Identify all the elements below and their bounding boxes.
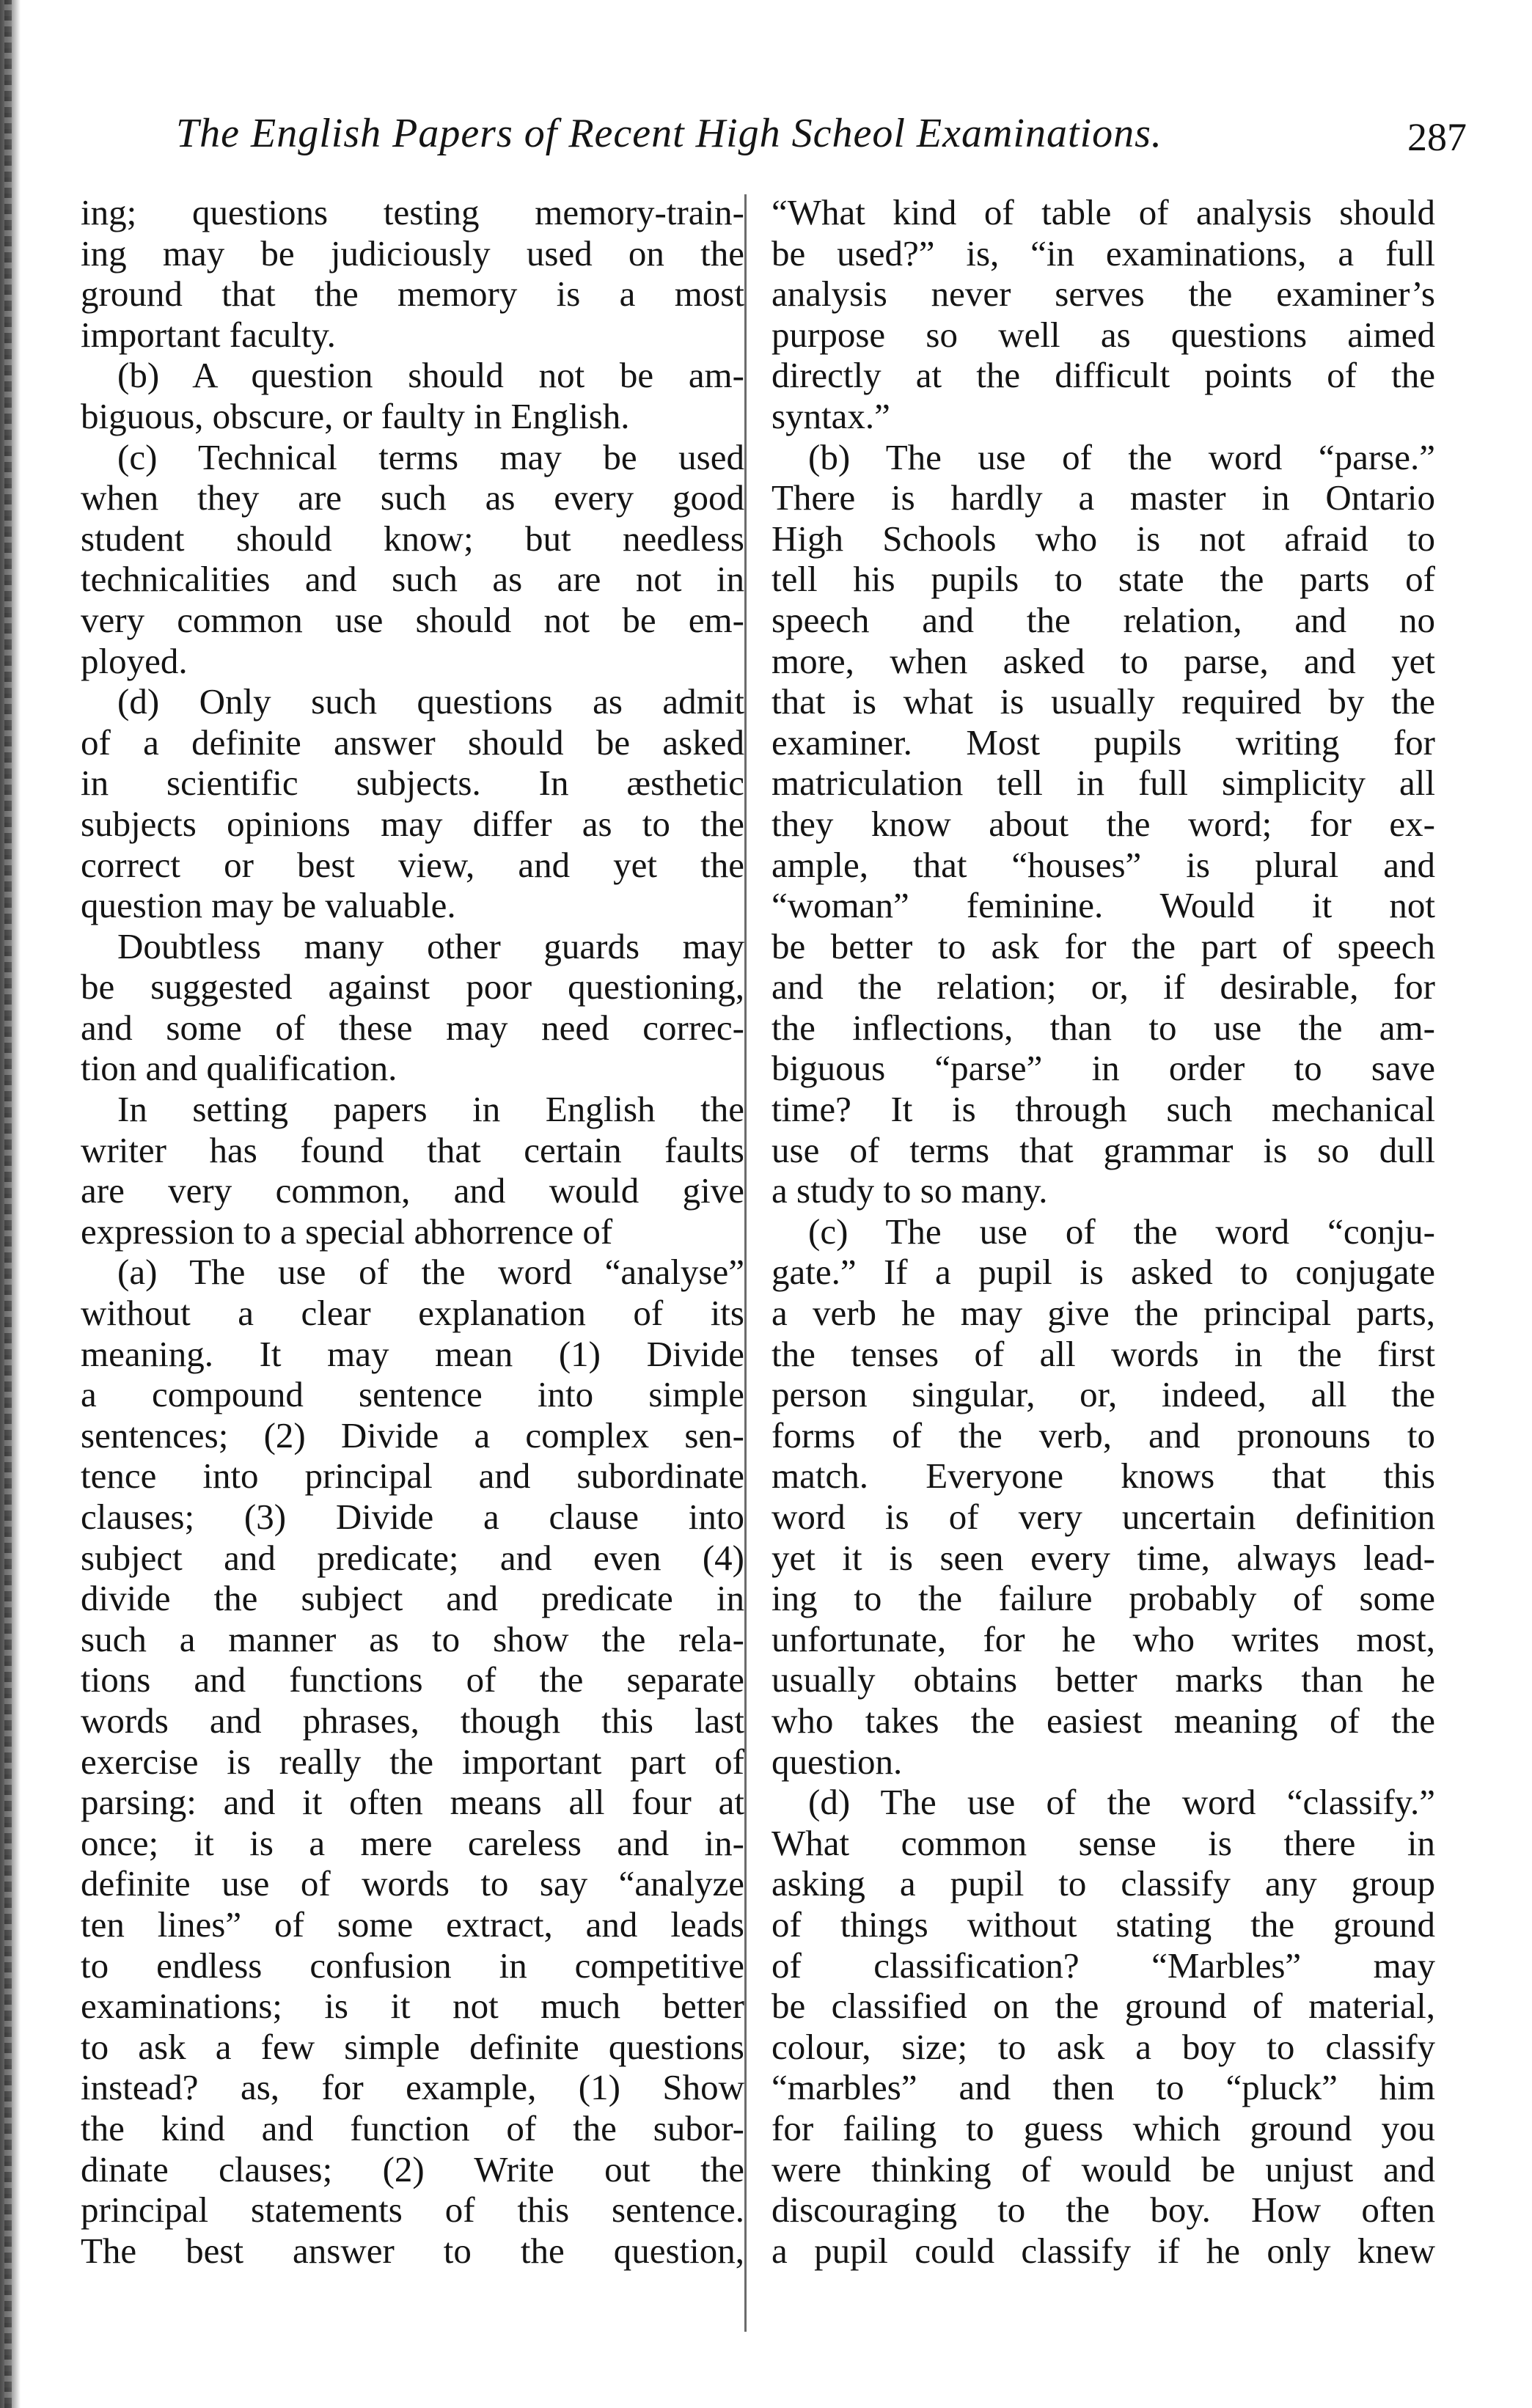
text-line: ing to the failure probably of some: [772, 1578, 1435, 1619]
text-line: parsing: and it often means all four at: [81, 1782, 744, 1823]
text-line: discouraging to the boy. How often: [772, 2189, 1435, 2231]
text-line: be classified on the ground of material,: [772, 1986, 1435, 2027]
text-line: ployed.: [81, 640, 188, 681]
text-line: time? It is through such mechanical: [772, 1089, 1435, 1130]
text-line: analysis never serves the examiner’s: [772, 274, 1435, 315]
text-line: expression to a special abhorrence of: [81, 1211, 613, 1252]
text-line: tence into principal and subordinate: [81, 1456, 744, 1497]
text-line: important faculty.: [81, 314, 336, 355]
text-line: of a definite answer should be asked: [81, 722, 744, 763]
text-line: ing; questions testing memory-train-: [81, 192, 744, 232]
text-line: of things without stating the ground: [772, 1904, 1435, 1945]
text-line: exercise is really the important part of: [81, 1741, 744, 1782]
text-line: ample, that “houses” is plural and: [772, 844, 1435, 885]
text-line: in scientific subjects. In æsthetic: [81, 763, 744, 804]
text-line: technicalities and such as are not in: [81, 559, 744, 600]
text-line: “marbles” and then to “pluck” him: [772, 2067, 1435, 2108]
text-line: ten lines” of some extract, and leads: [81, 1904, 744, 1945]
left-column: [81, 192, 744, 2271]
text-line: tion and qualification.: [81, 1048, 397, 1089]
text-line: meaning. It may mean (1) Divide: [81, 1333, 744, 1374]
text-line: biguous “parse” in order to save: [772, 1048, 1435, 1089]
text-line: that is what is usually required by the: [772, 681, 1435, 722]
text-line: a compound sentence into simple: [81, 1374, 744, 1415]
text-line: “What kind of table of analysis should: [772, 192, 1435, 232]
text-line: divide the subject and predicate in: [81, 1578, 744, 1619]
text-line: (b) The use of the word “parse.”: [808, 436, 1435, 477]
text-line: to endless confusion in competitive: [81, 1945, 744, 1986]
text-line: (b) A question should not be am-: [117, 355, 744, 396]
text-line: (a) The use of the word “analyse”: [117, 1252, 744, 1293]
text-line: definite use of words to say “analyze: [81, 1863, 744, 1904]
text-line: High Schools who is not afraid to: [772, 518, 1435, 559]
text-line: ground that the memory is a most: [81, 274, 744, 315]
text-line: a study to so many.: [772, 1170, 1048, 1211]
text-line: very common use should not be em-: [81, 599, 744, 640]
text-line: asking a pupil to classify any group: [772, 1863, 1435, 1904]
text-line: writer has found that certain faults: [81, 1129, 744, 1170]
text-line: The best answer to the question,: [81, 2230, 744, 2271]
text-line: There is hardly a master in Ontario: [772, 477, 1435, 518]
text-line: clauses; (3) Divide a clause into: [81, 1497, 744, 1537]
text-line: who takes the easiest meaning of the: [772, 1700, 1435, 1741]
text-line: person singular, or, indeed, all the: [772, 1374, 1435, 1415]
text-line: question may be valuable.: [81, 885, 456, 926]
text-line: once; it is a mere careless and in-: [81, 1822, 744, 1863]
text-line: and some of these may need correc-: [81, 1007, 744, 1048]
text-line: biguous, obscure, or faulty in English.: [81, 395, 630, 436]
text-line: tell his pupils to state the parts of: [772, 559, 1435, 600]
text-line: gate.” If a pupil is asked to conjugate: [772, 1252, 1435, 1293]
text-line: when they are such as every good: [81, 477, 744, 518]
text-line: matriculation tell in full simplicity all: [772, 763, 1435, 804]
text-line: they know about the word; for ex-: [772, 803, 1435, 844]
text-line: “woman” feminine. Would it not: [772, 885, 1435, 926]
page-header: [176, 110, 1467, 176]
text-line: be better to ask for the part of speech: [772, 925, 1435, 966]
right-column: [772, 192, 1435, 2271]
text-line: more, when asked to parse, and yet: [772, 640, 1435, 681]
scan-edge-texture: [4, 0, 12, 2408]
text-line: of classification? “Marbles” may: [772, 1945, 1435, 1986]
text-line: word is of very uncertain definition: [772, 1497, 1435, 1537]
text-line: words and phrases, though this last: [81, 1700, 744, 1741]
text-line: speech and the relation, and no: [772, 599, 1435, 640]
text-line: In setting papers in English the: [117, 1089, 744, 1130]
text-line: instead? as, for example, (1) Show: [81, 2067, 744, 2108]
text-line: Doubtless many other guards may: [117, 925, 744, 966]
text-line: the kind and function of the subor-: [81, 2107, 744, 2148]
text-line: sentences; (2) Divide a complex sen-: [81, 1414, 744, 1456]
text-line: for failing to guess which ground you: [772, 2107, 1435, 2148]
text-line: principal statements of this sentence.: [81, 2189, 744, 2231]
text-line: unfortunate, for he who writes most,: [772, 1618, 1435, 1659]
text-line: match. Everyone knows that this: [772, 1456, 1435, 1497]
text-line: are very common, and would give: [81, 1170, 744, 1211]
text-line: the tenses of all words in the first: [772, 1333, 1435, 1374]
text-line: directly at the difficult points of the: [772, 355, 1435, 396]
text-line: examinations; is it not much better: [81, 1986, 744, 2027]
text-line: question.: [772, 1741, 903, 1782]
text-line: use of terms that grammar is so dull: [772, 1129, 1435, 1170]
text-line: (d) The use of the word “classify.”: [808, 1782, 1435, 1823]
text-line: usually obtains better marks than he: [772, 1659, 1435, 1700]
text-line: a verb he may give the principal parts,: [772, 1293, 1435, 1334]
text-line: (c) Technical terms may be used: [117, 436, 744, 477]
text-line: correct or best view, and yet the: [81, 844, 744, 885]
text-line: were thinking of would be unjust and: [772, 2148, 1435, 2189]
running-title: The English Papers of Recent High Scheol Examinations.: [176, 111, 1162, 156]
text-line: be used?” is, “in examinations, a full: [772, 232, 1435, 274]
text-line: yet it is seen every time, always lead-: [772, 1537, 1435, 1578]
page-number: 287: [1407, 115, 1467, 159]
text-line: tions and functions of the separate: [81, 1659, 744, 1700]
text-line: syntax.”: [772, 395, 890, 436]
text-line: the inflections, than to use the am-: [772, 1007, 1435, 1048]
text-line: to ask a few simple definite questions: [81, 2026, 744, 2067]
text-line: examiner. Most pupils writing for: [772, 722, 1435, 763]
text-line: forms of the verb, and pronouns to: [772, 1414, 1435, 1456]
text-line: a pupil could classify if he only knew: [772, 2230, 1435, 2271]
text-line: What common sense is there in: [772, 1822, 1435, 1863]
text-line: such a manner as to show the rela-: [81, 1618, 744, 1659]
text-line: purpose so well as questions aimed: [772, 314, 1435, 355]
text-line: dinate clauses; (2) Write out the: [81, 2148, 744, 2189]
text-line: (d) Only such questions as admit: [117, 681, 744, 722]
text-line: without a clear explanation of its: [81, 1293, 744, 1334]
text-line: ing may be judiciously used on the: [81, 232, 744, 274]
text-line: student should know; but needless: [81, 518, 744, 559]
text-line: be suggested against poor questioning,: [81, 966, 744, 1007]
text-line: colour, size; to ask a boy to classify: [772, 2026, 1435, 2067]
text-line: subjects opinions may differ as to the: [81, 803, 744, 844]
text-line: and the relation; or, if desirable, for: [772, 966, 1435, 1007]
text-line: subject and predicate; and even (4): [81, 1537, 744, 1578]
column-divider: [744, 194, 747, 2332]
text-line: (c) The use of the word “conju-: [808, 1211, 1435, 1252]
